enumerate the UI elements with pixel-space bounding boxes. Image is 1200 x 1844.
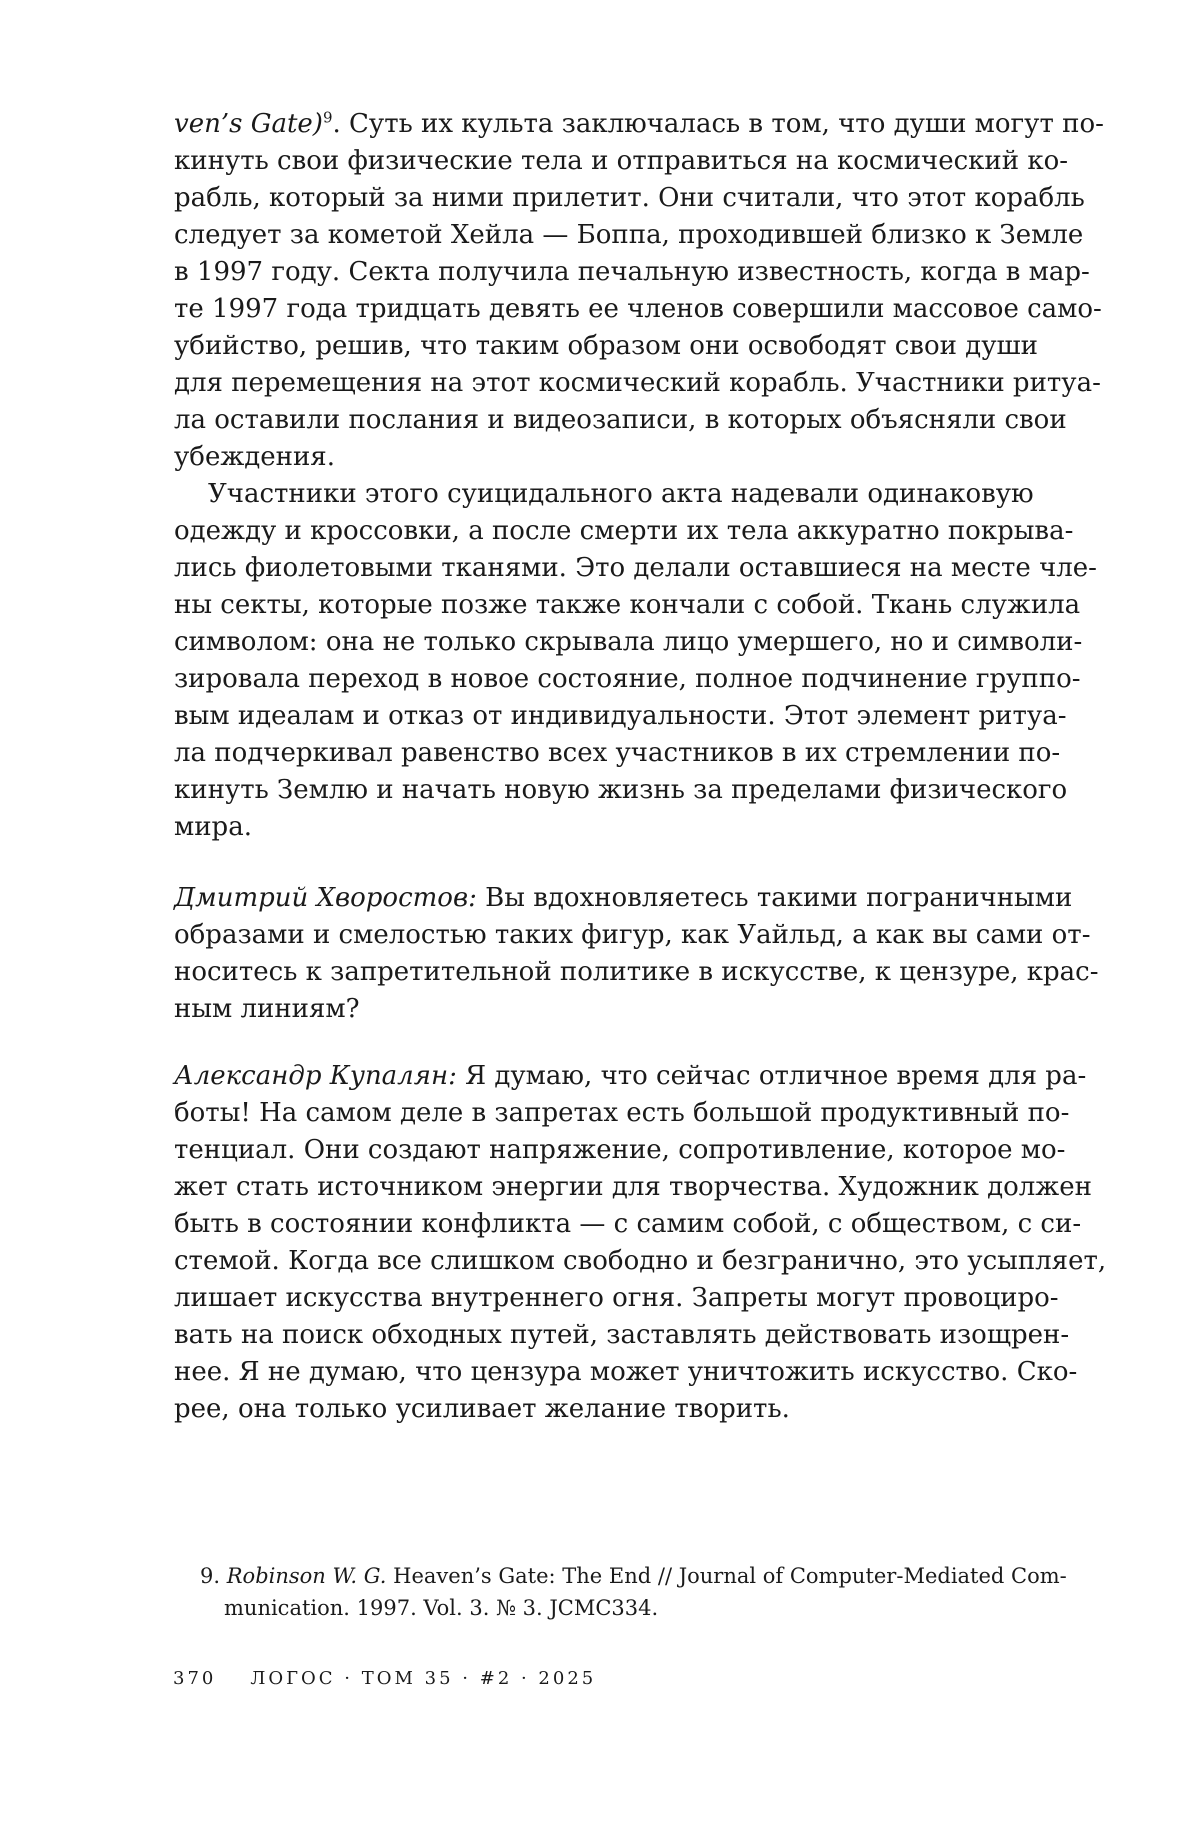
main-text: [174, 106, 1107, 1428]
text-line: следует за кометой Хейла — Боппа, проходившей близко к Земле: [174, 220, 1084, 250]
footnote-reference[interactable]: 9: [322, 108, 333, 127]
spacer: [174, 846, 1030, 880]
footnote-author: Robinson W. G.: [226, 1564, 387, 1588]
page-number: 370: [173, 1668, 217, 1689]
text-line: нее. Я не думаю, что цензура может уничтожить искусство. Ско-: [174, 1357, 1078, 1387]
text-line: зировала переход в новое состояние, полное подчинение группо-: [174, 664, 1081, 694]
text-line: в 1997 году. Секта получила печальную известность, когда в мар-: [174, 257, 1090, 287]
text-line: рабль, который за ними прилетит. Они считали, что этот корабль: [174, 183, 1085, 213]
text-line: ла оставили послания и видеозаписи, в которых объясняли свои: [174, 405, 1067, 435]
text-line: ла подчеркивал равенство всех участников в их стремлении по-: [174, 738, 1061, 768]
text-line: тенциал. Они создают напряжение, сопротивление, которое мо-: [174, 1135, 1066, 1165]
text-line: одежду и кроссовки, а после смерти их тела аккуратно покрыва-: [174, 516, 1074, 546]
text-line: убеждения.: [174, 442, 335, 472]
text-line: символом: она не только скрывала лицо умершего, но и символи-: [174, 627, 1083, 657]
spacer: [174, 1028, 1030, 1058]
text-line: кинуть Землю и начать новую жизнь за пределами физического: [174, 775, 1068, 805]
text-line: рее, она только усиливает желание творить.: [174, 1394, 790, 1424]
text-line: быть в состоянии конфликта — с самим собой, с обществом, с си-: [174, 1209, 1082, 1239]
text-line: образами и смелостью таких фигур, как Уайльд, а как вы сами от-: [174, 920, 1091, 950]
text-line: лись фиолетовыми тканями. Это делали оставшиеся на месте чле-: [174, 553, 1097, 583]
text-line: Александр Купалян: Я думаю, что сейчас отличное время для ра-: [174, 1061, 1087, 1091]
text-line: носитесь к запретительной политике в искусстве, к цензуре, крас-: [174, 957, 1099, 987]
text-line: ven’s Gate)$^9$. Суть их культа заключалась в том, что души могут по-: [174, 108, 1104, 139]
text-line: Участники этого суицидального акта надевали одинаковую: [208, 479, 1034, 509]
footnote: [200, 1560, 1067, 1624]
text-line: вым идеалам и отказ от индивидуальности. Этот элемент ритуа-: [174, 701, 1067, 731]
paragraph-1: [174, 106, 1104, 476]
text-line: стемой. Когда все слишком свободно и безгранично, это усыпляет,: [174, 1246, 1107, 1276]
text-line: Дмитрий Хворостов: Вы вдохновляетесь такими пограничными: [174, 883, 1073, 913]
footnote-number: 9.: [200, 1564, 221, 1588]
text-line: жет стать источником энергии для творчества. Художник должен: [174, 1172, 1092, 1202]
text-line: мира.: [174, 812, 252, 842]
italic-lead: ven’s Gate): [174, 109, 323, 139]
text-line: убийство, решив, что таким образом они освободят свои души: [174, 331, 1038, 361]
text-line: ны секты, которые позже также кончали с собой. Ткань служила: [174, 590, 1081, 620]
text-line: лишает искусства внутреннего огня. Запреты могут провоциро-: [174, 1283, 1059, 1313]
page-footer: [173, 1668, 596, 1689]
speaker-name: Дмитрий Хворостов:: [174, 883, 477, 913]
footnote-line: munication. 1997. Vol. 3. № 3. JCMC334.: [224, 1596, 659, 1620]
text-line: для перемещения на этот космический корабль. Участники ритуа-: [174, 368, 1101, 398]
text-line: те 1997 года тридцать девять ее членов совершили массовое само-: [174, 294, 1102, 324]
paragraph-2: [174, 476, 1097, 846]
text-line: кинуть свои физические тела и отправиться на космический ко-: [174, 146, 1069, 176]
speaker-name: Александр Купалян:: [174, 1061, 457, 1091]
text-line: ным линиям?: [174, 994, 360, 1024]
interview-answer: [174, 1058, 1107, 1428]
text-line: боты! На самом деле в запретах есть большой продуктивный по-: [174, 1098, 1070, 1128]
footnote-line: 9. Robinson W. G. Heaven’s Gate: The End // Journal of Computer-Mediated Com-: [200, 1564, 1067, 1588]
interview-question: [174, 880, 1099, 1028]
running-head: ЛОГОС · ТОМ 35 · #2 · 2025: [250, 1668, 597, 1689]
text-line: вать на поиск обходных путей, заставлять действовать изощрен-: [174, 1320, 1070, 1350]
